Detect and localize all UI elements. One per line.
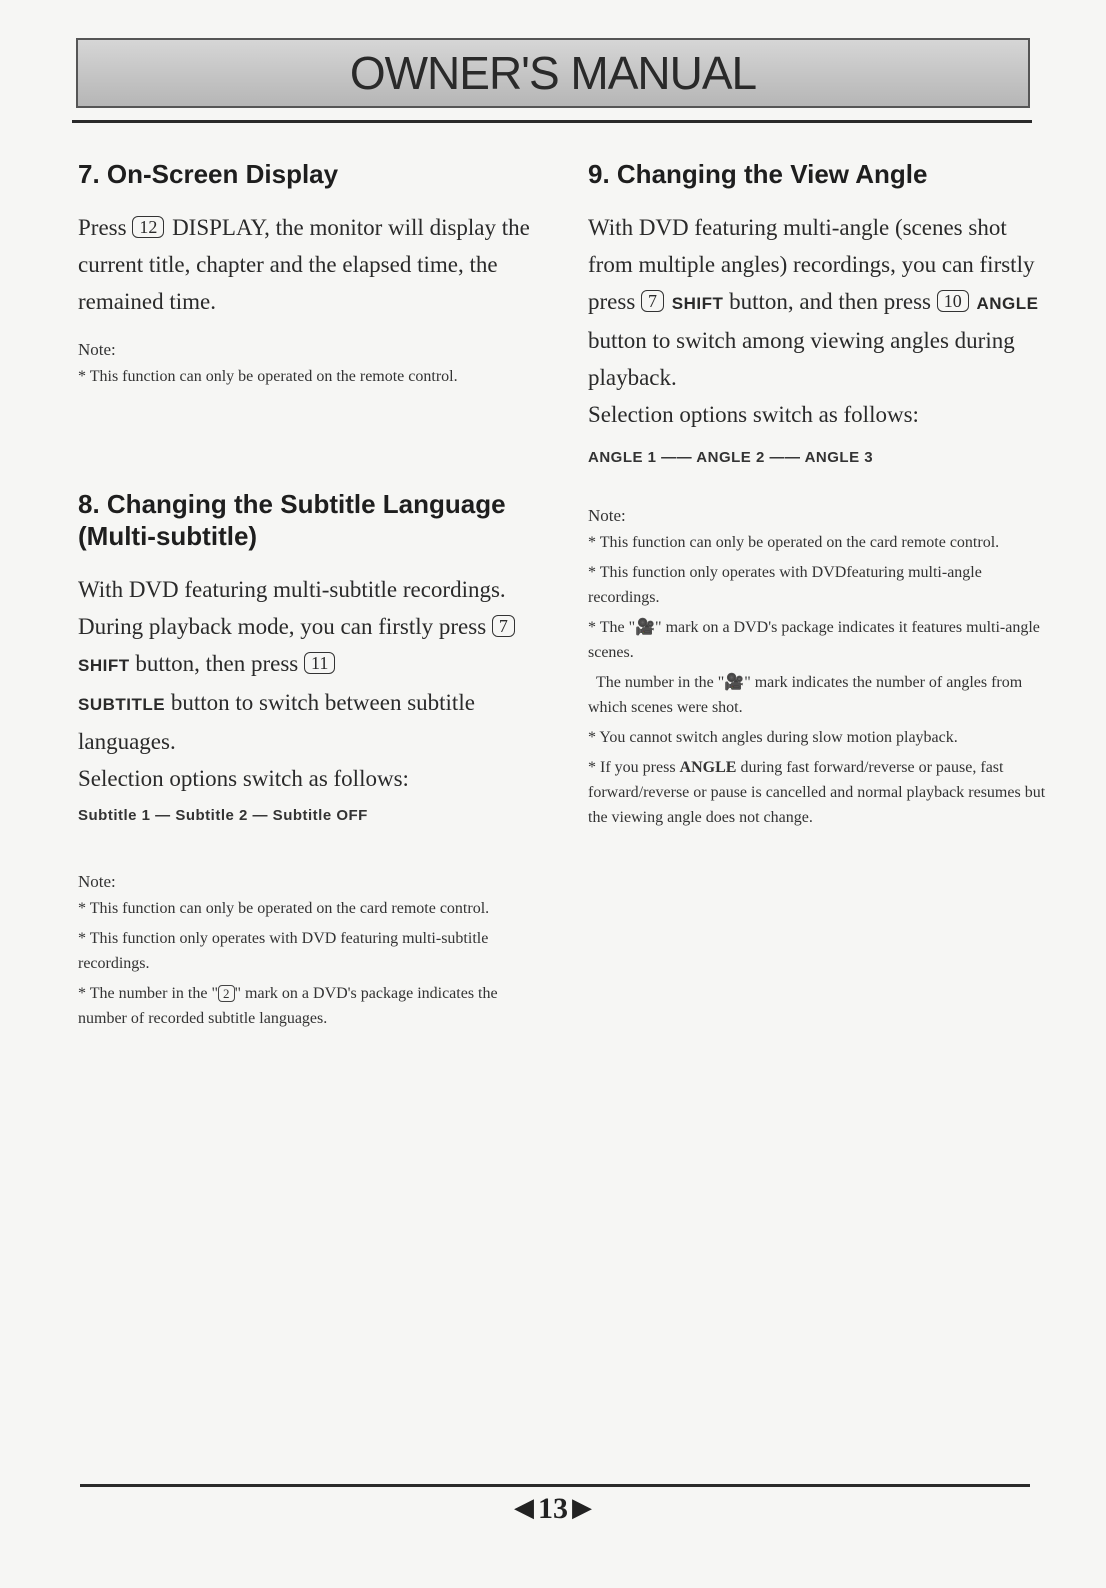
body-text: button, and then press <box>729 288 931 314</box>
note-text: " mark on a DVD's package indicates the number of recorded subtitle languages. <box>78 984 498 1027</box>
note-text: The "🎥" mark on a DVD's package indicates it features multi-angle scenes. <box>588 618 1040 661</box>
angle-bold-text: ANGLE <box>679 758 737 776</box>
shift-label: SHIFT <box>78 655 130 675</box>
note-item <box>588 670 1048 720</box>
subtitle-sequence: Subtitle 1 — Subtitle 2 — Subtitle OFF <box>78 806 368 824</box>
header-divider <box>72 120 1032 123</box>
note-text: The number in the "🎥" mark indicates the number of angles from which scenes were shot. <box>588 673 1023 716</box>
page-header <box>76 38 1030 108</box>
body-text: Selection options switch as follows: <box>78 765 409 791</box>
remote-key-11: 11 <box>304 652 335 674</box>
note-item: * If you press ANGLE during fast forward/reverse or pause, fast forward/reverse or pause is cancelled and normal playback resumes but the viewing angle does not change. <box>588 758 1046 826</box>
right-arrow-icon: ▶ <box>572 1493 592 1522</box>
section-7-heading: 7. On-Screen Display <box>78 159 339 189</box>
note-item: * You cannot switch angles during slow motion playback. <box>588 728 958 746</box>
remote-key-7: 7 <box>492 615 515 637</box>
note-item: * This function can only be operated on the card remote control. <box>588 533 1000 551</box>
body-text: button, then press <box>135 650 299 676</box>
note-item: * This function only operates with DVDfeaturing multi-angle recordings. <box>588 563 982 606</box>
section-7-body <box>78 209 548 320</box>
note-text: You cannot switch angles during slow motion playback. <box>599 728 958 746</box>
note-label: Note: <box>78 339 116 359</box>
note-text: This function can only be operated on the card remote control. <box>89 899 490 917</box>
note-text: The number in the " <box>89 984 218 1002</box>
section-9-heading: 9. Changing the View Angle <box>588 159 928 189</box>
body-text: button to switch among viewing angles during playback. <box>588 327 1015 390</box>
note-label: Note: <box>588 505 626 525</box>
footer-divider <box>80 1484 1030 1487</box>
angle-label: ANGLE <box>976 293 1039 313</box>
subtitle-mark-icon: 2 <box>218 985 235 1002</box>
note-text: This function only operates with DVD featuring multi-subtitle recordings. <box>78 929 489 972</box>
body-text: With DVD featuring multi-subtitle recordings. During playback mode, you can firstly press <box>78 576 506 639</box>
angle-sequence: ANGLE 1 —— ANGLE 2 —— ANGLE 3 <box>588 448 874 466</box>
note-item: * The number in the " 2 " mark on a DVD's package indicates the number of recorded subtitle languages. <box>78 984 498 1027</box>
note-label: Note: <box>78 871 116 891</box>
shift-label: SHIFT <box>671 293 724 313</box>
page-title: OWNER'S MANUAL <box>349 47 757 99</box>
section-9-body <box>588 209 1048 433</box>
note-item: * The "🎥" mark on a DVD's package indicates it features multi-angle scenes. <box>588 618 1040 661</box>
left-arrow-icon: ◀ <box>514 1493 534 1522</box>
remote-key-7: 7 <box>641 290 664 312</box>
body-text: button to switch between subtitle languages. <box>78 689 475 754</box>
section-8-heading: 8. Changing the Subtitle Language (Multi-subtitle) <box>78 488 506 551</box>
remote-key-12: 12 <box>132 216 164 238</box>
page-number: 13 <box>538 1492 568 1525</box>
page-number-footer <box>0 1492 1106 1526</box>
remote-key-10: 10 <box>937 290 969 312</box>
note-item: * This function only operates with DVD featuring multi-subtitle recordings. <box>78 929 489 972</box>
note-item: * This function can only be operated on the remote control. <box>78 367 458 385</box>
note-text: If you press <box>600 758 676 776</box>
note-text: during fast forward/reverse or pause, fast forward/reverse or pause is cancelled and normal playback resumes but the viewing angle does not change. <box>588 758 1046 826</box>
note-text: This function can only be operated on the card remote control. <box>599 533 1000 551</box>
note-item: * This function can only be operated on the card remote control. <box>78 899 490 917</box>
body-text: Selection options switch as follows: <box>588 401 919 427</box>
right-column <box>588 158 1048 835</box>
note-text: This function only operates with DVDfeaturing multi-angle recordings. <box>588 563 982 606</box>
left-column <box>78 158 548 1036</box>
subtitle-label: SUBTITLE <box>78 694 166 714</box>
note-text: This function can only be operated on the remote control. <box>89 367 458 385</box>
section-8-body <box>78 571 548 797</box>
body-text: Press <box>78 214 127 240</box>
body-text: With DVD featuring multi-angle (scenes shot from multiple angles) recordings, you can firstly press <box>588 214 1035 314</box>
body-text: DISPLAY, the monitor will display the current title, chapter and the elapsed time, the remained time. <box>78 214 530 314</box>
